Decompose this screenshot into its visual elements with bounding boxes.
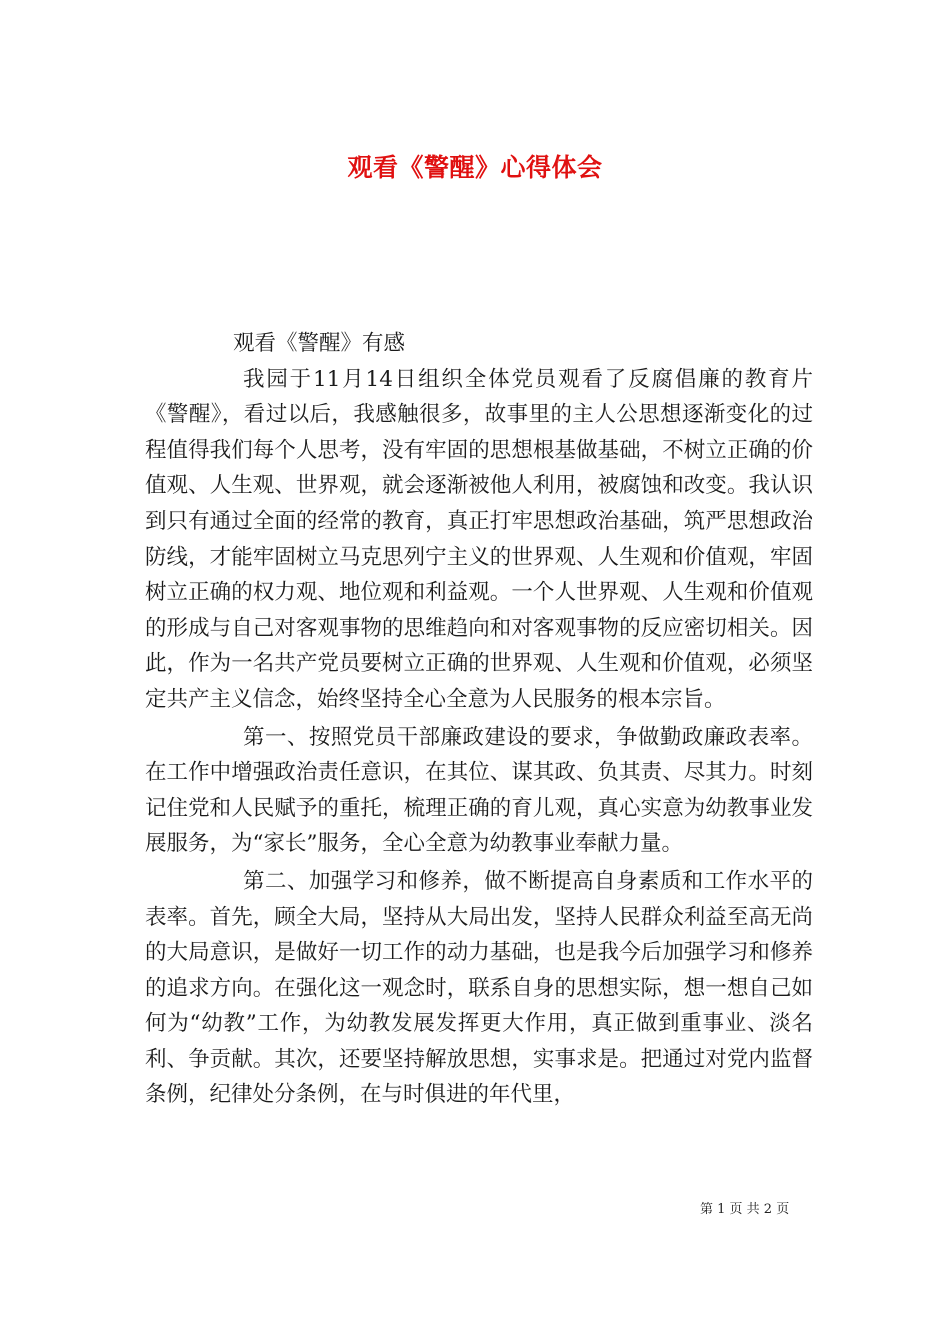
paragraph-1: 我园于11月14日组织全体党员观看了反腐倡廉的教育片《警醒》，看过以后，我感触很多，故事里的主人公思想逐渐变化的过程值得我们每个人思考，没有牢固的思想根基做基础，不树立正确的价值观、人生观、世界观，就会逐渐被他人利用，被腐蚀和改变。我认识到只有通过全面的经常的教育，真正打牢思想政治基础，筑严思想政治防线，才能牢固树立马克思列宁主义的世界观、人生观和价值观，牢固树立正确的权力观、地位观和利益观。一个人世界观、人生观和价值观的形成与自己对客观事物的思维趋向和对客观事物的反应密切相关。因此，作为一名共产党员要树立正确的世界观、人生观和价值观，必须坚定共产主义信念，始终坚持全心全意为人民服务的根本宗旨。 — [145, 366, 813, 712]
paragraph-3: 第二、加强学习和修养，做不断提高自身素质和工作水平的表率。首先，顾全大局，坚持从大局出发，坚持人民群众利益至高无尚的大局意识，是做好一切工作的动力基础，也是我今后加强学习和修养的追求方向。在强化这一观念时，联系自身的思想实际，想一想自己如何为“幼教”工作，为幼教发展发挥更大作用，真正做到重事业、淡名利、争贡献。其次，还要坚持解放思想，实事求是。把通过对党内监督条例，纪律处分条例，在与时俱进的年代里， — [145, 868, 813, 1108]
document-title: 观看《警醒》心得体会 — [347, 152, 603, 182]
paragraph-2: 第一、按照党员干部廉政建设的要求，争做勤政廉政表率。在工作中增强政治责任意识，在其位、谋其政、负其责、尽其力。时刻记住党和人民赋予的重托，梳理正确的育儿观，真心实意为幼教事业发展服务，为“家长”服务，全心全意为幼教事业奉献力量。 — [145, 724, 813, 857]
document-subtitle: 观看《警醒》有感 — [233, 331, 406, 356]
document-body — [145, 326, 813, 1113]
page-number-footer: 第 1 页 共 2 页 — [700, 1202, 790, 1217]
